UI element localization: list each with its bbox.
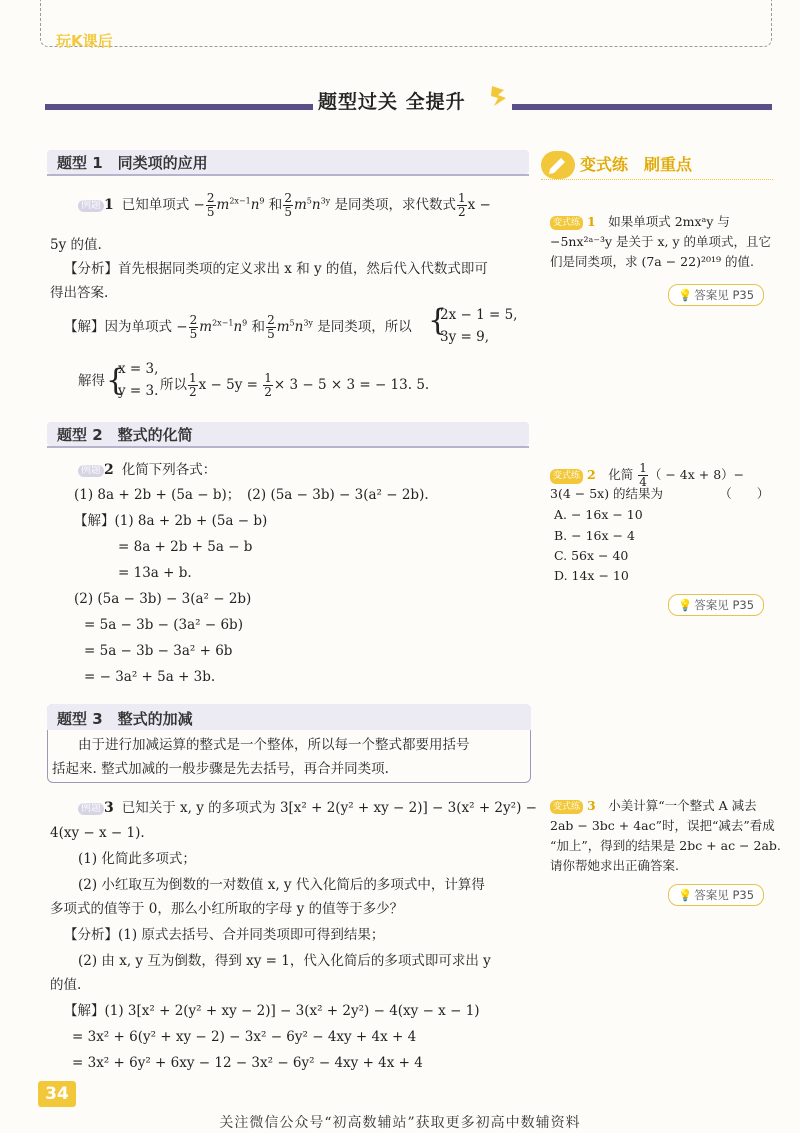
analysis-line: (2) 由 x, y 互为倒数，得到 xy = 1，代入化简后的多项式即可求出 y [78, 953, 491, 969]
text: 已知单项式 − [121, 197, 205, 214]
text: 5 [289, 318, 295, 328]
variant-number: 2 [587, 467, 596, 483]
fraction: $\frac{2}{5}$ [189, 313, 198, 342]
solution-line: = 5a − 3b − (3a² − 6b) [84, 617, 243, 633]
fraction: $\frac{2}{5}$ [206, 191, 215, 220]
text: 所以 [160, 377, 187, 394]
text [160, 372, 429, 399]
section-label: 题型 3 整式的加减 [57, 710, 193, 728]
example-badge: 例题 [78, 200, 104, 212]
section-3-tip-line2: 括起来. 整式加减的一般步骤是先去括号，再合并同类项. [52, 761, 389, 777]
question-line: (2) 小红取互为倒数的一对数值 x, y 代入化简后的多项式中，计算得 [78, 877, 485, 893]
header-line-left [45, 104, 313, 110]
text: 3y [320, 196, 331, 206]
answer-link-button[interactable] [668, 884, 764, 906]
text: 3y [303, 318, 313, 328]
text: 2x−1 [212, 318, 234, 328]
lightning-icon [488, 84, 510, 108]
variant-2-line2: 3(4 − 5x) 的结果为 （ ） [550, 486, 770, 501]
variant-badge: 变式练 [550, 800, 583, 814]
question-line: 4(xy − x − 1). [50, 825, 145, 841]
example-3-question [78, 800, 537, 817]
bulb-icon: 💡 [677, 888, 693, 902]
text: 和 [264, 197, 283, 214]
variant-badge: 变式练 [550, 469, 583, 483]
variant-1 [550, 212, 730, 232]
question-line: (1) 化简此多项式； [78, 851, 196, 867]
solution-line: = 3x² + 6y² + 6xy − 12 − 3x² − 6y² − 4xy + 4x + 4 [72, 1055, 423, 1071]
brace-icon: { [428, 303, 448, 338]
sidebar-divider [541, 179, 773, 180]
variant-3-line4: 请你帮她求出正确答案. [550, 858, 679, 873]
variant-1-line3: 们是同类项，求 (7a − 22)²⁰¹⁹ 的值. [550, 254, 754, 269]
example-badge: 例题 [78, 803, 104, 815]
text: 是同类项，所以 [312, 319, 412, 336]
text: x − 5y = [198, 377, 258, 394]
example-number: 3 [104, 800, 114, 816]
variant-3-line3: “加上”，得到的结果是 2bc + ac − 2ab. [550, 838, 781, 853]
question-line: 多项式的值等于 0，那么小红所取的字母 y 的值等于多少？ [50, 901, 404, 917]
brace-icon: { [106, 363, 126, 398]
text: m [276, 319, 290, 336]
footer-note: 关注微信公众号“初高数辅站”获取更多初高中数辅资料 [219, 1115, 581, 1131]
fraction: $\frac{2}{5}$ [284, 191, 292, 220]
variant-3 [550, 796, 757, 816]
option-c[interactable]: C. 56x − 40 [554, 548, 629, 563]
bulb-icon: 💡 [677, 288, 693, 302]
text: m [293, 197, 307, 214]
text: 是同类项，求代数式 [330, 197, 456, 214]
fraction: $\frac{2}{5}$ [267, 313, 275, 342]
text: 解得 [78, 373, 105, 389]
section-label: 题型 2 整式的化简 [57, 426, 193, 444]
variant-1-line2: −5nx²ᵃ⁻³y 是关于 x, y 的单项式，且它 [550, 234, 772, 249]
section-header-2 [47, 422, 529, 446]
solution-line: 【解】(1) 3[x² + 2(y² + xy − 2)] − 3(x² + 2y²) − 4(xy − x − 1) [64, 1003, 480, 1019]
text: x = 3, [118, 361, 159, 377]
sidebar-title: 变式练 刷重点 [580, 155, 693, 174]
text: 已知关于 x, y 的多项式为 3[x² + 2(y² + xy − 2)] − 3(x² + 2y²) − [121, 800, 537, 816]
text: 2x−1 [229, 196, 251, 206]
text: y = 3. [118, 383, 159, 399]
example-number: 1 [104, 197, 114, 214]
option-b[interactable]: B. − 16x − 4 [554, 528, 635, 543]
section-header-3 [47, 704, 531, 730]
example-1-solution [64, 314, 412, 341]
example-1-analysis: 【分析】首先根据同类项的定义求出 x 和 y 的值，然后代入代数式即可 [64, 261, 488, 277]
variant-badge: 变式练 [550, 216, 583, 230]
variant-number: 1 [587, 214, 596, 229]
example-2-question [78, 462, 216, 479]
text: m [199, 319, 213, 336]
section-header-1 [47, 150, 529, 174]
text: 3y = 9, [440, 329, 489, 345]
text: x − [467, 197, 491, 214]
example-1-solution-line2 [78, 360, 518, 406]
solution-line: 【解】(1) 8a + 2b + (5a − b) [74, 513, 268, 529]
example-badge: 例题 [78, 465, 104, 477]
answer-link-button[interactable] [668, 594, 764, 616]
answer-label: 答案见 P35 [694, 598, 755, 612]
text: 【解】因为单项式 − [64, 319, 188, 336]
answer-label: 答案见 P35 [694, 288, 755, 302]
text: 5 [306, 196, 312, 206]
top-dashed-box [40, 0, 772, 47]
fraction: $\frac{1}{2}$ [264, 371, 272, 400]
example-number: 2 [104, 462, 114, 478]
variant-number: 3 [587, 798, 596, 813]
example-1-question-line2: 5y 的值. [50, 237, 102, 253]
text: n [294, 319, 304, 336]
answer-link-button[interactable] [668, 284, 764, 306]
fraction: $\frac{1}{4}$ [639, 461, 647, 490]
answer-label: 答案见 P35 [694, 888, 755, 902]
brand-logo: 玩K课后 [56, 32, 113, 50]
text: 小美计算“一个整式 A 减去 [608, 798, 757, 813]
text: m [216, 197, 230, 214]
example-1-question [78, 192, 491, 219]
text: n [233, 319, 243, 336]
analysis-line: 【分析】(1) 原式去括号、合并同类项即可得到结果； [64, 927, 385, 943]
text: n [250, 197, 260, 214]
text: 9 [242, 318, 248, 328]
text: 化简下列各式： [121, 462, 217, 478]
header-line-right [512, 104, 772, 110]
example-1-analysis-line2: 得出答案. [50, 285, 109, 301]
solution-line: = 5a − 3b − 3a² + 6b [84, 643, 233, 659]
fraction: $\frac{1}{2}$ [189, 371, 197, 400]
text: 如果单项式 2mxᵃy 与 [608, 214, 730, 229]
section-3-tip: 由于进行加减运算的整式是一个整体，所以每一个整式都要用括号 [78, 737, 470, 753]
page-title: 题型过关 全提升 [318, 91, 466, 113]
text: 9 [259, 196, 265, 206]
text: 化简 [608, 467, 634, 483]
fraction: $\frac{1}{2}$ [457, 191, 466, 220]
text: 2x − 1 = 5, [440, 307, 518, 323]
solution-line: = 3x² + 6(y² + xy − 2) − 3x² − 6y² − 4xy + 4x + 4 [72, 1029, 417, 1045]
solution-line: = 8a + 2b + 5a − b [118, 539, 253, 555]
example-2-question-line2: (1) 8a + 2b + (5a − b)； (2) (5a − 3b) − 3(a² − 2b). [74, 487, 429, 503]
solution-line: = 13a + b. [118, 565, 192, 581]
analysis-line: 的值. [50, 977, 82, 993]
text: （ − 4x + 8）− [648, 467, 745, 483]
option-d[interactable]: D. 14x − 10 [554, 568, 629, 583]
pencil-badge-icon [541, 151, 575, 179]
solution-line: (2) (5a − 3b) − 3(a² − 2b) [74, 591, 252, 607]
text: 和 [247, 319, 266, 336]
variant-3-line2: 2ab − 3bc + 4ac”时，误把“减去”看成 [550, 818, 775, 833]
text: × 3 − 5 × 3 = − 13. 5. [273, 377, 430, 394]
solution-line: = − 3a² + 5a + 3b. [84, 669, 216, 685]
text: n [311, 197, 321, 214]
bulb-icon: 💡 [677, 598, 693, 612]
page-number: 34 [38, 1081, 76, 1107]
section-label: 题型 1 同类项的应用 [57, 154, 208, 172]
option-a[interactable]: A. − 16x − 10 [554, 507, 643, 522]
